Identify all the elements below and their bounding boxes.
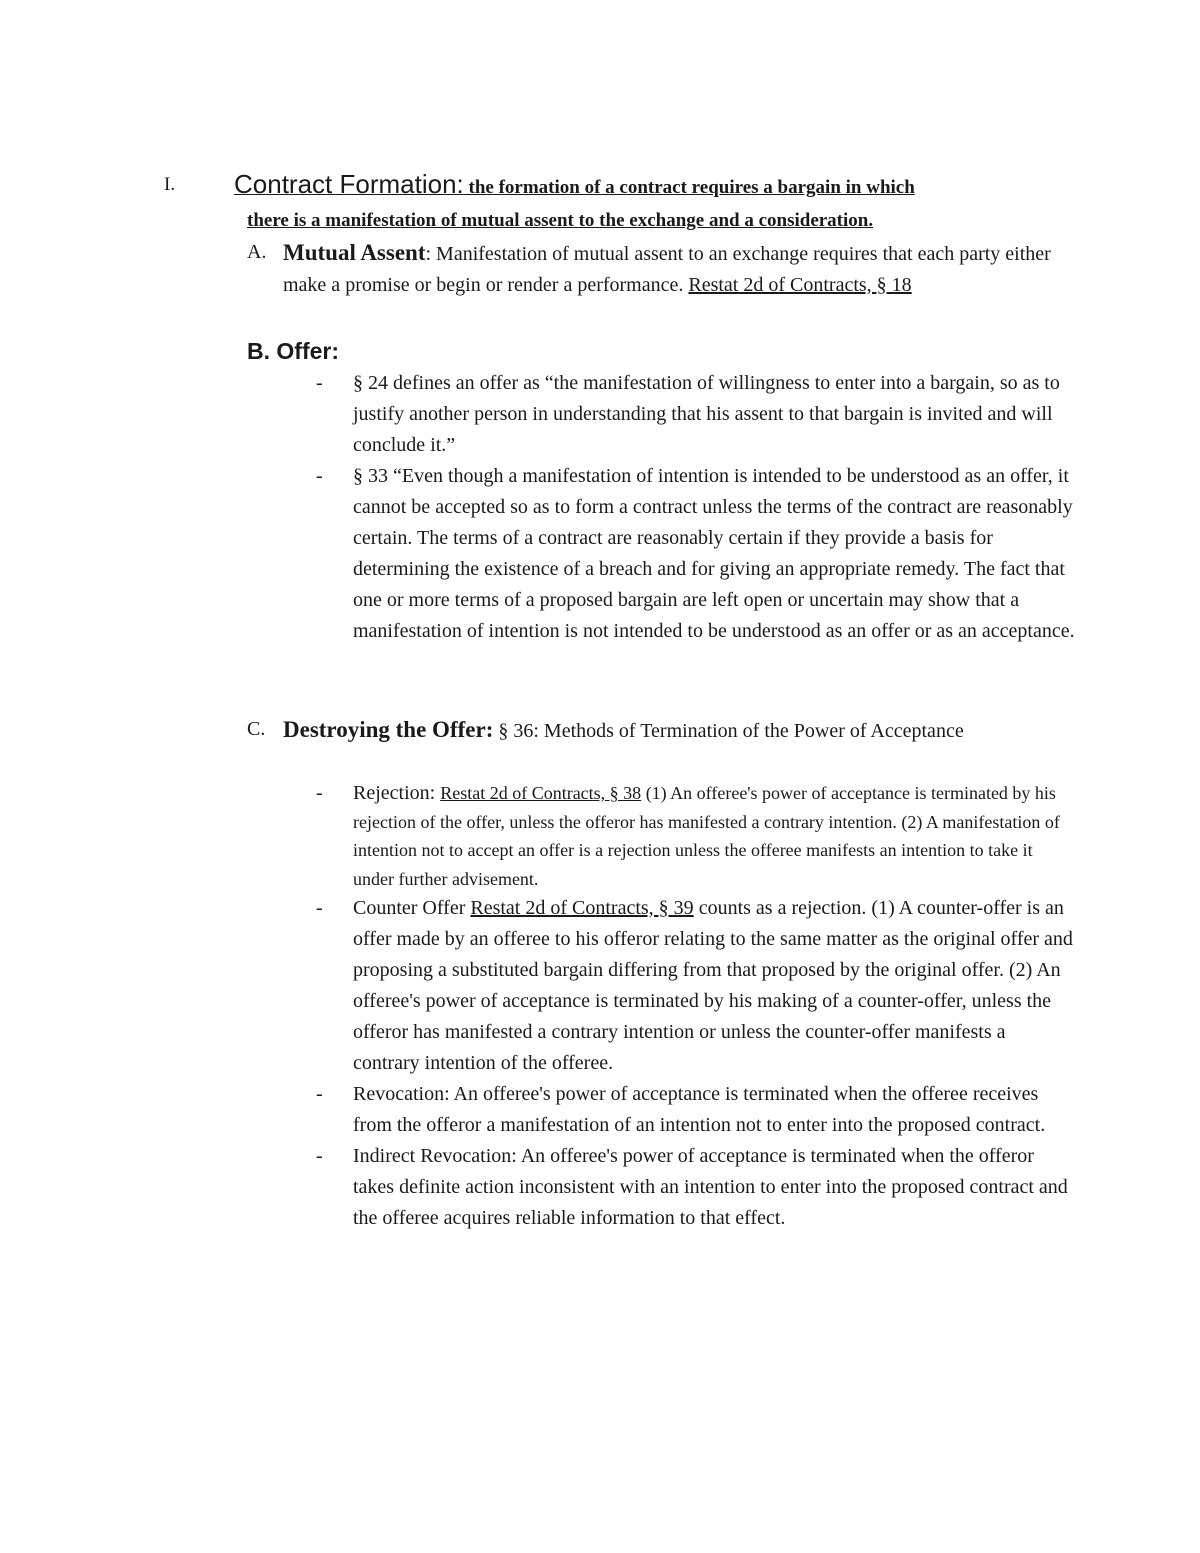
section-a-text bbox=[283, 237, 1067, 301]
heading-line1: the formation of a contract requires a bargain in which bbox=[463, 177, 915, 198]
section-c-text bbox=[283, 714, 1067, 747]
offer-bullets bbox=[316, 368, 1076, 647]
section-a-body: : Manifestation of mutual assent to an exchange requires that each party either make a promise or begin or render a performance. bbox=[283, 243, 1051, 296]
section-b-title: B. Offer: bbox=[247, 338, 339, 364]
revocation-text: Revocation: An offeree's power of acceptance is terminated when the offeree receives from the offeror a manifestation of an intention not to enter into the proposed contract. bbox=[353, 1083, 1046, 1136]
list-item bbox=[316, 368, 1076, 461]
counter-offer-prefix: Counter Offer bbox=[353, 897, 471, 919]
section-c-label: C. bbox=[247, 718, 266, 740]
termination-bullets bbox=[316, 779, 1076, 1234]
heading-text bbox=[234, 168, 1064, 237]
offer-bullet-text: § 24 defines an offer as “the manifestation of willingness to enter into a bargain, so as to justify another person in understanding that his assent to that bargain is invited and will conclude it.” bbox=[353, 372, 1060, 456]
indirect-revocation-text: Indirect Revocation: An offeree's power of acceptance is terminated when the offeror takes definite action inconsistent with an intention to enter into the proposed contract and the offeree acquires reliable information to that effect. bbox=[353, 1145, 1068, 1229]
bullet-dash: - bbox=[316, 897, 323, 919]
list-item bbox=[316, 1079, 1076, 1141]
bullet-dash: - bbox=[316, 465, 323, 487]
heading-numeral: I. bbox=[164, 174, 176, 195]
heading-line2: there is a manifestation of mutual assent to the exchange and a consideration. bbox=[247, 210, 874, 231]
list-item bbox=[316, 461, 1076, 647]
bullet-dash: - bbox=[316, 782, 323, 804]
bullet-dash: - bbox=[316, 1145, 323, 1167]
section-a-title: Mutual Assent bbox=[283, 240, 426, 265]
heading-title: Contract Formation: bbox=[234, 169, 464, 199]
rejection-prefix: Rejection: bbox=[353, 782, 441, 804]
list-item bbox=[316, 1141, 1076, 1234]
counter-offer-text: counts as a rejection. (1) A counter-offer is an offer made by an offeree to his offeror relating to the same matter as the original offer and proposing a substituted bargain differing from that proposed by the original offer. (2) An offeree's power of acceptance is terminated by his making of a counter-offer, unless the offeror has manifested a contrary intention or unless the counter-offer manifests a contrary intention of the offeree. bbox=[353, 897, 1073, 1074]
list-item bbox=[316, 893, 1076, 1079]
counter-offer-citation: Restat 2d of Contracts, § 39 bbox=[470, 897, 694, 919]
section-a-citation: Restat 2d of Contracts, § 18 bbox=[688, 274, 912, 296]
offer-bullet-text: § 33 “Even though a manifestation of intention is intended to be understood as an offer, it cannot be accepted so as to form a contract unless the terms of the contract are reasonably certain. The terms of a contract are reasonably certain if they provide a basis for determining the existence of a breach and for giving an appropriate remedy. The fact that one or more terms of a proposed bargain are left open or uncertain may show that a manifestation of intention is not intended to be understood as an offer or as an acceptance. bbox=[353, 465, 1075, 642]
section-c-body: § 36: Methods of Termination of the Power of Acceptance bbox=[493, 720, 964, 742]
section-mutual-assent bbox=[247, 237, 1067, 301]
rejection-text: (1) An offeree's power of acceptance is terminated by his rejection of the offer, unless the offeror has manifested a contrary intention. (2) A manifestation of intention not to accept an offer is a rejection unless the offeree manifests an intention to take it under further advisement. bbox=[353, 783, 1060, 889]
section-offer bbox=[247, 336, 1067, 369]
section-destroying-offer bbox=[247, 714, 1067, 747]
rejection-citation: Restat 2d of Contracts, § 38 bbox=[440, 783, 642, 803]
section-a-label: A. bbox=[247, 241, 267, 263]
section-c-title: Destroying the Offer: bbox=[283, 717, 494, 742]
bullet-dash: - bbox=[316, 372, 323, 394]
list-item bbox=[316, 779, 1076, 893]
bullet-dash: - bbox=[316, 1083, 323, 1105]
